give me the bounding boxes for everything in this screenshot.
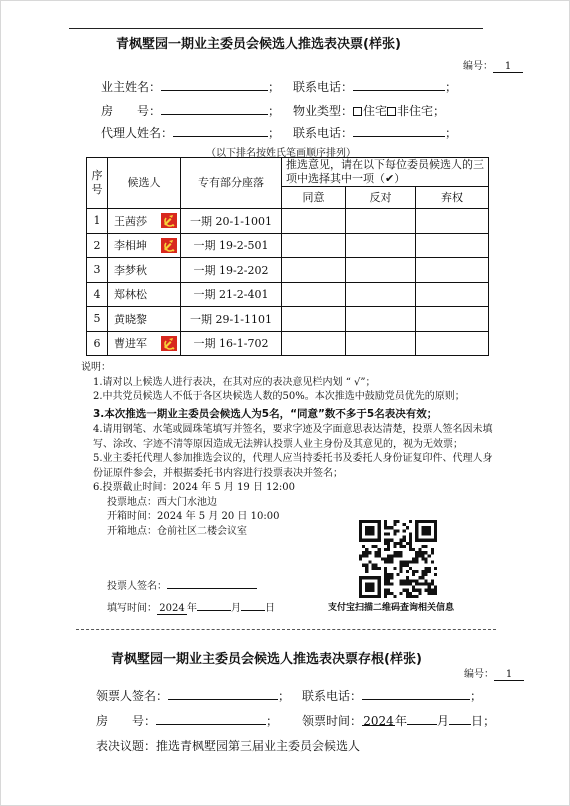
stub-room-label: 房 号： bbox=[96, 714, 157, 728]
agree-cell[interactable] bbox=[282, 307, 346, 332]
serial-label bbox=[463, 57, 523, 73]
fill-day-field[interactable] bbox=[241, 599, 265, 611]
stub-serial-row bbox=[464, 665, 524, 681]
unit-cell: 一期 20-1-1001 bbox=[181, 209, 282, 234]
separator: ； bbox=[266, 714, 279, 728]
header-oppose: 反对 bbox=[346, 187, 416, 209]
oppose-cell[interactable] bbox=[346, 209, 416, 234]
note-4: 4.请用钢笔、水笔或圆珠笔填写并签名，要求字迹及字面意思表达清楚，投票人签名因未填写、涂改、字迹不清等原因造成无法辨认投票人业主身份及其意见的，视为无效票； bbox=[93, 424, 493, 450]
candidate-cell bbox=[108, 233, 181, 258]
room-field[interactable] bbox=[161, 103, 268, 115]
agree-cell[interactable] bbox=[282, 331, 346, 356]
table-row bbox=[87, 209, 489, 234]
owner-name-label: 业主姓名： bbox=[101, 80, 162, 94]
stub-year-unit: 年 bbox=[395, 714, 408, 728]
header-agree: 同意 bbox=[282, 187, 346, 209]
notes-heading: 说明： bbox=[81, 362, 111, 373]
separator: ； bbox=[268, 126, 281, 140]
stub-receiver-row bbox=[96, 687, 290, 704]
voter-sign-field[interactable] bbox=[167, 577, 257, 589]
cut-line bbox=[76, 629, 496, 630]
candidate-cell bbox=[108, 282, 181, 307]
note-1: 1.请对以上候选人进行表决，在其对应的表决意见栏内划 “ √”； bbox=[93, 376, 376, 388]
owner-name-field[interactable] bbox=[161, 79, 268, 91]
candidate-rows bbox=[87, 209, 489, 356]
stub-motion: 表决议题：推选青枫墅园第三届业主委员会候选人 bbox=[96, 739, 361, 753]
separator: ； bbox=[445, 126, 458, 140]
candidate-cell bbox=[108, 258, 181, 283]
oppose-cell[interactable] bbox=[346, 258, 416, 283]
abstain-cell[interactable] bbox=[416, 209, 489, 234]
residential-checkbox[interactable] bbox=[353, 107, 362, 116]
non-residential-label: 非住宅 bbox=[397, 104, 434, 118]
oppose-cell[interactable] bbox=[346, 307, 416, 332]
top-rule bbox=[69, 28, 483, 29]
candidate-cell bbox=[108, 331, 181, 356]
table-caption: （以下排名按姓氏笔画顺序排列） bbox=[206, 148, 356, 159]
abstain-cell[interactable] bbox=[416, 282, 489, 307]
candidate-name: 李相坤 bbox=[114, 239, 147, 253]
abstain-cell[interactable] bbox=[416, 331, 489, 356]
room-label: 房 号： bbox=[101, 104, 162, 118]
oppose-cell[interactable] bbox=[346, 331, 416, 356]
stub-contact-label: 联系电话： bbox=[302, 689, 363, 703]
seq-cell: 5 bbox=[87, 307, 108, 332]
header-candidate: 候选人 bbox=[108, 158, 181, 209]
fill-year: 2024 bbox=[157, 603, 187, 615]
header-unit: 专有部分座落 bbox=[181, 158, 282, 209]
table-row bbox=[87, 282, 489, 307]
candidate-cell bbox=[108, 209, 181, 234]
separator: ； bbox=[268, 104, 281, 118]
agree-cell[interactable] bbox=[282, 282, 346, 307]
non-residential-checkbox[interactable] bbox=[387, 107, 396, 116]
serial-label-text: 编号： bbox=[463, 61, 493, 72]
ballot-title: 青枫墅园一期业主委员会候选人推选表决票(样张) bbox=[116, 37, 401, 52]
note-5: 5.业主委托代理人参加推选会议的，代理人应当持委托书及委托人身份证复印件、代理人身份证原件参会，并根据委托书内容进行投票表决并签名； bbox=[93, 453, 493, 479]
agent-name-field[interactable] bbox=[173, 125, 268, 137]
oppose-cell[interactable] bbox=[346, 282, 416, 307]
separator: ； bbox=[278, 689, 291, 703]
qr-code[interactable] bbox=[359, 520, 437, 598]
agree-cell[interactable] bbox=[282, 258, 346, 283]
stub-serial-label: 编号： bbox=[464, 669, 494, 680]
separator: ； bbox=[268, 80, 281, 94]
stub-day-unit: 日 bbox=[471, 714, 484, 728]
contact-label: 联系电话： bbox=[293, 126, 354, 140]
fill-month-field[interactable] bbox=[197, 599, 231, 611]
table-row bbox=[87, 307, 489, 332]
abstain-cell[interactable] bbox=[416, 258, 489, 283]
day-unit: 日 bbox=[265, 603, 275, 614]
owner-contact-row bbox=[293, 78, 457, 95]
voter-sign-label: 投票人签名： bbox=[107, 581, 167, 592]
vote-place: 投票地点：西大门水池边 bbox=[107, 496, 217, 508]
seq-cell: 6 bbox=[87, 331, 108, 356]
candidate-cell bbox=[108, 307, 181, 332]
property-type-row bbox=[293, 102, 445, 119]
oppose-cell[interactable] bbox=[346, 233, 416, 258]
stub-receive-time-row bbox=[302, 712, 495, 729]
table-row bbox=[87, 331, 489, 356]
separator: ； bbox=[433, 104, 446, 118]
header-abstain: 弃权 bbox=[416, 187, 489, 209]
unit-cell: 一期 21-2-401 bbox=[181, 282, 282, 307]
candidate-name: 李梦秋 bbox=[114, 263, 147, 277]
receiver-sign-field[interactable] bbox=[168, 688, 278, 700]
receive-day-field[interactable] bbox=[449, 713, 471, 725]
count-time: 开箱时间：2024 年 5 月 20 日 10:00 bbox=[107, 511, 280, 522]
seq-cell: 1 bbox=[87, 209, 108, 234]
abstain-cell[interactable] bbox=[416, 233, 489, 258]
unit-cell: 一期 19-2-501 bbox=[181, 233, 282, 258]
notes-section bbox=[81, 361, 496, 539]
agree-cell[interactable] bbox=[282, 209, 346, 234]
separator: ； bbox=[470, 689, 483, 703]
header-opinion: 推选意见，请在以下每位委员候选人的三项中选择其中一项（✔） bbox=[282, 158, 489, 187]
note-6: 6.投票截止时间：2024 年 5 月 19 日 12:00 bbox=[93, 482, 295, 493]
stub-room-field[interactable] bbox=[156, 713, 266, 725]
table-row bbox=[87, 258, 489, 283]
agent-contact-row bbox=[293, 124, 457, 141]
separator: ； bbox=[445, 80, 458, 94]
unit-cell: 一期 29-1-1101 bbox=[181, 307, 282, 332]
owner-name-row bbox=[101, 78, 280, 95]
party-emblem-icon bbox=[161, 238, 177, 253]
agent-row bbox=[101, 124, 280, 141]
party-emblem-icon bbox=[161, 213, 177, 228]
stub-contact-row bbox=[302, 687, 482, 704]
seq-cell: 3 bbox=[87, 258, 108, 283]
agree-cell[interactable] bbox=[282, 233, 346, 258]
candidate-name: 黄晓黎 bbox=[114, 312, 147, 326]
year-unit: 年 bbox=[187, 603, 197, 614]
contact-label: 联系电话： bbox=[293, 80, 354, 94]
stub-room-row bbox=[96, 712, 278, 729]
qr-caption: 支付宝扫描二维码查询相关信息 bbox=[328, 603, 455, 613]
candidate-name: 郑林松 bbox=[114, 288, 147, 302]
property-type-label: 物业类型： bbox=[293, 104, 354, 118]
stub-contact-field[interactable] bbox=[362, 688, 470, 700]
receive-month-field[interactable] bbox=[407, 713, 437, 725]
note-2: 2.中共党员候选人不低于各区块候选人数的50%。本次推选中鼓励党员优先的原则； bbox=[93, 391, 465, 402]
vote-table bbox=[86, 157, 489, 356]
seq-cell: 2 bbox=[87, 233, 108, 258]
abstain-cell[interactable] bbox=[416, 307, 489, 332]
contact-field[interactable] bbox=[353, 79, 445, 91]
agent-name-label: 代理人姓名： bbox=[101, 126, 174, 140]
receive-year: 2024 bbox=[363, 714, 394, 728]
receiver-sign-label: 领票人签名： bbox=[96, 689, 169, 703]
unit-cell: 一期 19-2-202 bbox=[181, 258, 282, 283]
room-row bbox=[101, 102, 280, 119]
note-3: 3.本次推选一期业主委员会候选人为5名，“同意”数不多于5名表决有效； bbox=[93, 407, 438, 420]
candidate-name: 曹进军 bbox=[114, 337, 147, 351]
voter-sign-row bbox=[107, 577, 257, 592]
fill-time-row bbox=[107, 599, 275, 615]
serial-value: 1 bbox=[493, 61, 523, 73]
candidate-name: 王茜莎 bbox=[114, 214, 147, 228]
unit-cell: 一期 16-1-702 bbox=[181, 331, 282, 356]
receive-time-label: 领票时间： bbox=[302, 714, 363, 728]
table-row bbox=[87, 233, 489, 258]
fill-time-label: 填写时间： bbox=[107, 603, 157, 614]
stub-serial-value: 1 bbox=[494, 669, 524, 681]
residential-label: 住宅 bbox=[363, 104, 388, 118]
stub-month-unit: 月 bbox=[437, 714, 450, 728]
month-unit: 月 bbox=[231, 603, 241, 614]
separator: ； bbox=[483, 714, 496, 728]
count-place: 开箱地点：仓前社区二楼会议室 bbox=[107, 525, 247, 537]
header-seq: 序号 bbox=[87, 158, 108, 209]
agent-contact-field[interactable] bbox=[353, 125, 445, 137]
party-emblem-icon bbox=[161, 336, 177, 351]
stub-title: 青枫墅园一期业主委员会候选人推选表决票存根(样张) bbox=[111, 652, 422, 667]
seq-cell: 4 bbox=[87, 282, 108, 307]
